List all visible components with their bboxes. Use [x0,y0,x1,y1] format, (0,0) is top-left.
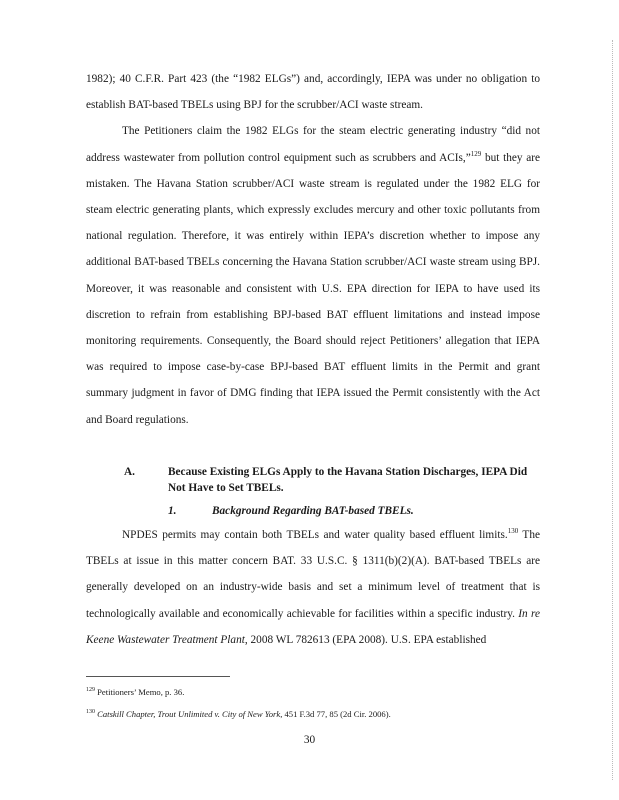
paragraph-text: NPDES permits may contain both TBELs and water quality based effluent limits. [122,529,508,541]
case-citation: In re Keene Wastewater Treatment Plant [86,607,540,646]
paragraph-continued: 1982); 40 C.F.R. Part 423 (the “1982 ELGs”) and, accordingly, IEPA was under no obligation to establish BAT-based TBELs using BPJ for the scrubber/ACI waste stream. [86,73,540,112]
subsection-title: Background Regarding BAT-based TBELs. [212,505,414,517]
paragraph-text: but they are mistaken. The Havana Station scrubber/ACI waste stream is regulated under the 1982 ELG for steam electric generating plants, which expressly excludes mercury and other toxic pollutants from national regulation. Therefore, it was entirely within IEPA’s discretion whether to impose any additional BAT-based TBELs concerning the Havana Station scrubber/ACI waste stream using BPJ. Moreover, it was reasonable and consistent with U.S. EPA direction for IEPA to have used its discretion to refrain from establishing BPJ-based BAT effluent limitations and instead impose monitoring requirements. Consequently, the Board should reject Petitioners’ allegation that IEPA was required to impose case-by-case BPJ-based BAT effluent limits in the Permit and grant summary judgment in favor of DMG finding that IEPA issued the Permit consistently with the Act and Board regulations. [86,151,540,426]
footnote-ref[interactable]: 129 [470,149,482,158]
page-number: 30 [303,734,316,746]
paragraph-text: The TBELs at issue in this matter concern BAT. 33 U.S.C. § 1311(b)(2)(A). BAT-based TBELs are generally developed on an industry-wide basis and set a minimum level of treatment that is technologically available and economically achievable for facilities within a specific industry. [86,529,540,620]
footnote-ref[interactable]: 130 [507,527,519,536]
paragraph-text: , 2008 WL 782613 (EPA 2008). U.S. EPA established [244,633,487,646]
footnote-divider [86,676,230,677]
paragraph-npdes [86,522,540,653]
section-label: A. [124,466,135,478]
footnote-text: , 451 F.3d 77, 85 (2d Cir. 2006). [280,709,391,719]
footnote-129 [86,686,540,698]
paragraph-text: The Petitioners claim the 1982 ELGs for the steam electric generating industry “did not address wastewater from pollution control equipment such as scrubbers and ACIs,” [86,125,540,164]
body-text-bottom [86,522,540,653]
footnote-number: 130 [86,709,95,716]
subsection-heading-1 [168,503,540,519]
subsection-label: 1. [168,505,177,517]
paragraph-petitioners-claim [86,118,540,432]
section-heading-a [124,464,540,496]
scan-edge-divider [612,40,613,780]
body-text-top [86,66,540,433]
footnote-130 [86,708,540,720]
section-title: Because Existing ELGs Apply to the Havana Station Discharges, IEPA Did Not Have to Set TBELs. [168,466,528,494]
footnote-citation: Catskill Chapter, Trout Unlimited v. City of New York [95,709,281,719]
footnote-number: 129 [86,687,95,694]
footnote-text: Petitioners’ Memo, p. 36. [95,687,185,697]
